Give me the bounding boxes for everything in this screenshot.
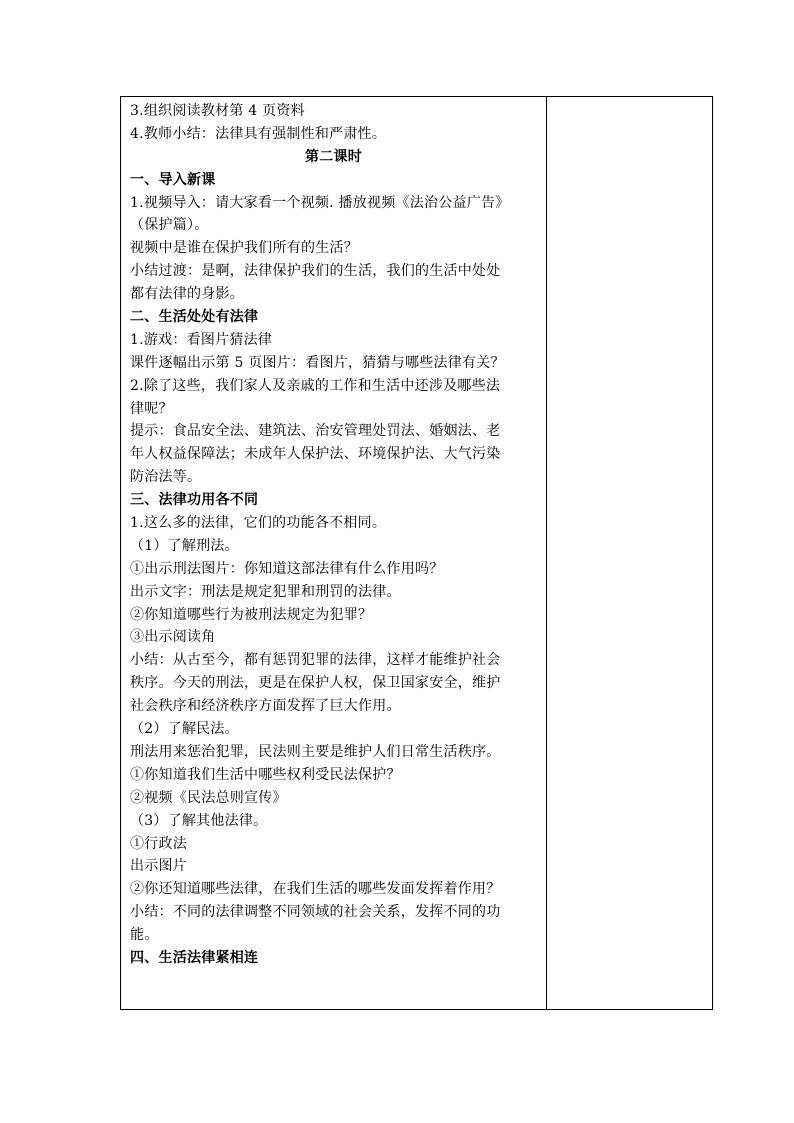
text-line: （3）了解其他法律。 (130, 812, 268, 829)
text-line: 1.视频导入：请大家看一个视频. 播放视频《法治公益广告》 (130, 194, 510, 211)
text-line: 能。 (130, 927, 159, 944)
text-line: 1.这么多的法律，它们的功能各不相同。 (130, 515, 387, 532)
lesson-plan-table (120, 96, 713, 1010)
text-line: 刑法用来惩治犯罪，民法则主要是维护人们日常生活秩序。 (130, 743, 501, 760)
text-line: 课件逐幅出示第 5 页图片：看图片，猜猜与哪些法律有关？ (130, 354, 505, 371)
text-line: ②你还知道哪些法律，在我们生活的哪些发面发挥着作用？ (130, 881, 501, 898)
text-line: ①出示刑法图片：你知道这部法律有什么作用吗？ (130, 560, 444, 577)
text-line: 提示：食品安全法、建筑法、治安管理处罚法、婚姻法、老 (130, 423, 501, 440)
text-line: 小结过渡：是啊，法律保护我们的生活，我们的生活中处处 (130, 263, 501, 280)
section-heading: 四、生活法律紧相连 (130, 949, 259, 966)
text-line: （1）了解刑法。 (130, 537, 239, 554)
text-line: 年人权益保障法；未成年人保护法、环境保护法、大气污染 (130, 446, 501, 463)
text-line: 1.游戏：看图片猜法律 (130, 331, 273, 348)
text-line: 4.教师小结：法律具有强制性和严肃性。 (130, 125, 387, 142)
section-heading: 二、生活处处有法律 (130, 309, 259, 326)
notes-cell (547, 97, 712, 1009)
text-line: 律呢？ (130, 400, 173, 417)
text-line: （保护篇）。 (130, 217, 209, 234)
text-line: ②视频《民法总则宣传》 (130, 789, 287, 806)
text-line: 出示图片 (130, 858, 187, 875)
section-heading: 一、导入新课 (130, 171, 216, 188)
text-line: （2）了解民法。 (130, 721, 239, 738)
text-line: ①行政法 (130, 835, 187, 852)
text-line: 3.组织阅读教材第 4 页资料 (130, 103, 305, 119)
text-line: 出示文字：刑法是规定犯罪和刑罚的法律。 (130, 583, 401, 600)
text-line: 视频中是谁在保护我们所有的生活？ (130, 240, 358, 257)
section-heading: 第二课时 (305, 148, 362, 165)
text-line: 防治法等。 (130, 469, 202, 486)
text-line: 秩序。今天的刑法，更是在保护人权，保卫国家安全，维护 (130, 675, 501, 692)
lesson-content-cell (121, 97, 547, 1009)
text-line: 小结：从古至今，都有惩罚犯罪的法律，这样才能维护社会 (130, 652, 501, 669)
text-line: 小结：不同的法律调整不同领域的社会关系，发挥不同的功 (130, 904, 501, 921)
section-heading: 三、法律功用各不同 (130, 492, 259, 509)
text-line: 2.除了这些，我们家人及亲戚的工作和生活中还涉及哪些法 (130, 377, 501, 394)
text-line: ②你知道哪些行为被刑法规定为犯罪？ (130, 606, 373, 623)
text-line: ①你知道我们生活中哪些权利受民法保护？ (130, 766, 401, 783)
text-line: 社会秩序和经济秩序方面发挥了巨大作用。 (130, 698, 401, 715)
text-line: 都有法律的身影。 (130, 286, 244, 303)
text-line: ③出示阅读角 (130, 629, 216, 646)
